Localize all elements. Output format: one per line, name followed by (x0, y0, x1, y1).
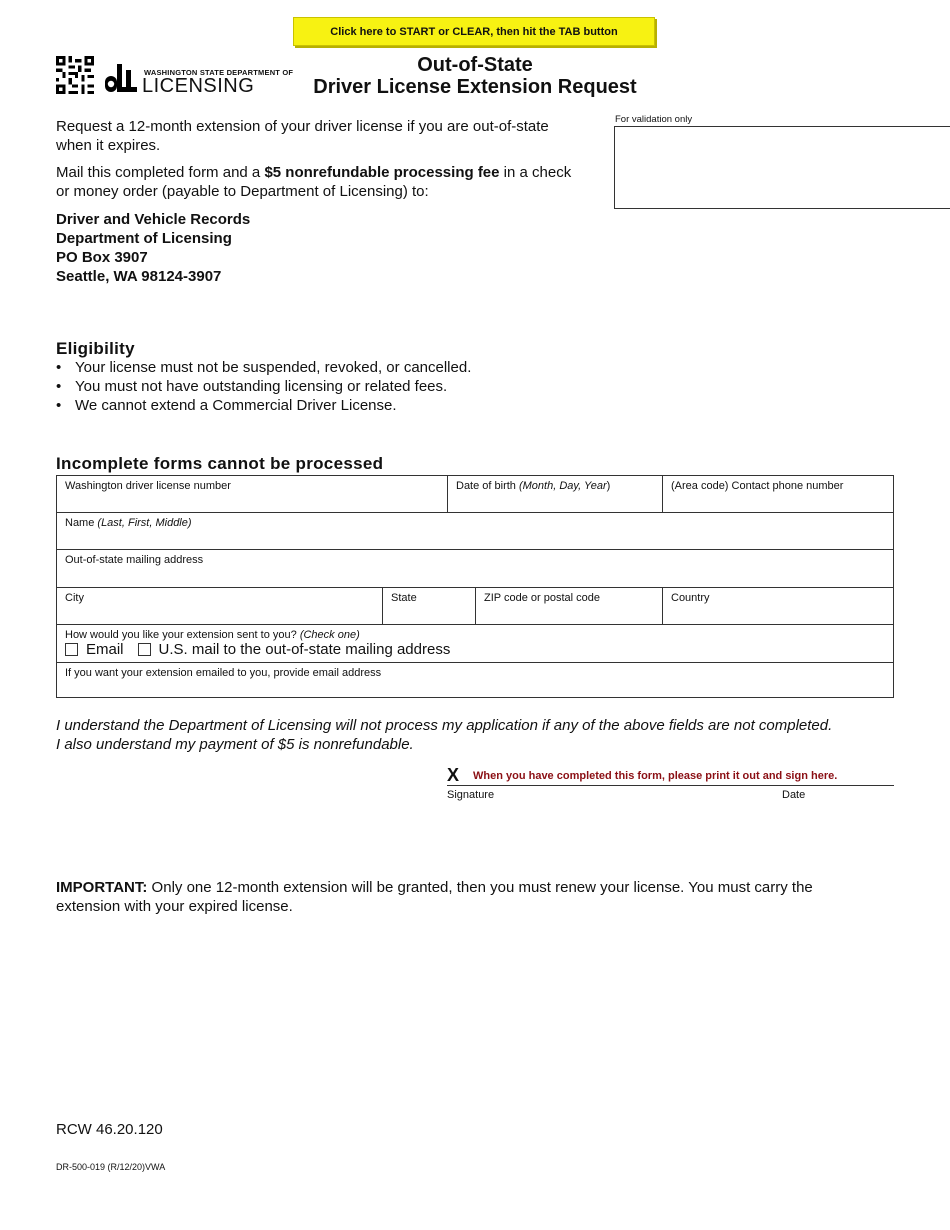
license-number-cell (57, 476, 448, 513)
zip-cell (476, 588, 663, 625)
acknowledgement-line: I also understand my payment of $5 is nonrefundable. (56, 736, 414, 753)
name-label (65, 517, 192, 529)
email-option-label: Email (86, 641, 124, 658)
eligibility-list (56, 358, 471, 415)
mailing-address-input[interactable] (65, 571, 888, 585)
city-cell (57, 588, 383, 625)
email-address-label: If you want your extension emailed to you, provide email address (65, 667, 382, 679)
dob-label (456, 480, 610, 492)
mailing-address-label: Out-of-state mailing address (65, 554, 204, 566)
name-input[interactable] (65, 533, 888, 547)
logo-licensing-text: LICENSING (142, 75, 255, 97)
email-address-cell (57, 663, 894, 698)
start-clear-button[interactable]: Click here to START or CLEAR, then hit the TAB button (293, 17, 655, 46)
fee-text: $5 nonrefundable processing fee (264, 164, 500, 181)
qr-code-icon (56, 56, 94, 94)
address-line: PO Box 3907 (56, 249, 148, 266)
address-line: Driver and Vehicle Records (56, 211, 251, 228)
acknowledgement-line: I understand the Department of Licensing will not process my application if any of the above fields are not completed. (56, 717, 833, 734)
address-line: Department of Licensing (56, 230, 232, 247)
delivery-hint: (Check one) (299, 629, 360, 641)
phone-cell (663, 476, 894, 513)
mailing-address-block (56, 210, 250, 286)
important-notice (56, 878, 856, 916)
license-number-input[interactable] (65, 496, 441, 510)
list-item: • We cannot extend a Commercial Driver License. (56, 396, 471, 415)
dob-label-close: ) (606, 480, 611, 492)
license-number-label: Washington driver license number (65, 480, 231, 492)
dob-input[interactable] (456, 496, 656, 510)
form-number: DR-500-019 (R/12/20)VWA (56, 1162, 166, 1172)
phone-label: (Area code) Contact phone number (671, 480, 844, 492)
validation-label: For validation only (615, 114, 693, 125)
eligibility-heading: Eligibility (56, 339, 135, 358)
us-mail-checkbox[interactable] (138, 643, 151, 656)
mail-text-pre: Mail this completed form and a (56, 164, 265, 181)
important-label: IMPORTANT: (56, 879, 148, 896)
form-heading: Incomplete forms cannot be processed (56, 454, 384, 473)
signature-label: Signature (447, 789, 495, 801)
us-mail-option-label: U.S. mail to the out-of-state mailing address (158, 641, 451, 658)
dol-logo-icon (103, 62, 139, 96)
mailing-address-cell (57, 550, 894, 588)
dob-hint: (Month, Day, Year (518, 480, 607, 492)
application-form (56, 475, 894, 698)
mail-text-post: in a check or money order (payable to Department of Licensing) to: (56, 164, 572, 200)
email-checkbox[interactable] (65, 643, 78, 656)
page-title-line2: Driver License Extension Request (313, 76, 637, 98)
validation-box (614, 126, 950, 209)
signature-hint: When you have completed this form, please print it out and sign here. (473, 770, 838, 782)
delivery-method-cell (57, 625, 894, 663)
page-title-line1: Out-of-State (417, 54, 533, 76)
delivery-options (65, 641, 450, 658)
zip-input[interactable] (484, 608, 656, 622)
dol-logo (103, 62, 294, 97)
name-cell (57, 513, 894, 550)
name-hint: (Last, First, Middle) (97, 517, 192, 529)
rcw-reference: RCW 46.20.120 (56, 1121, 163, 1138)
state-cell (383, 588, 476, 625)
name-label-text: Name (65, 517, 98, 529)
mail-instructions (56, 163, 586, 201)
dob-cell (448, 476, 663, 513)
country-input[interactable] (671, 608, 888, 622)
phone-input[interactable] (671, 496, 888, 510)
acknowledgement-text (56, 716, 832, 754)
state-input[interactable] (391, 608, 469, 622)
list-item: • You must not have outstanding licensing or related fees. (56, 377, 471, 396)
dob-label-text: Date of birth (456, 480, 519, 492)
address-line: Seattle, WA 98124-3907 (56, 268, 222, 285)
logo-department-text: WASHINGTON STATE DEPARTMENT OF (144, 68, 294, 77)
important-text: Only one 12-month extension will be granted, then you must renew your license. You must carry the extension with your expired license. (56, 879, 813, 915)
intro-paragraph: Request a 12-month extension of your driver license if you are out-of-state when it expires. (56, 118, 549, 154)
signature-line[interactable] (447, 785, 894, 786)
zip-label: ZIP code or postal code (484, 592, 600, 604)
email-address-input[interactable] (65, 682, 888, 696)
country-cell (663, 588, 894, 625)
state-label: State (391, 592, 417, 604)
date-label: Date (782, 789, 806, 801)
delivery-question-text: How would you like your extension sent to you? (65, 629, 300, 641)
list-item: • Your license must not be suspended, revoked, or cancelled. (56, 358, 471, 377)
city-input[interactable] (65, 608, 376, 622)
country-label: Country (671, 592, 710, 604)
signature-x-mark: X (447, 765, 460, 785)
delivery-question (65, 629, 360, 641)
city-label: City (65, 592, 84, 604)
